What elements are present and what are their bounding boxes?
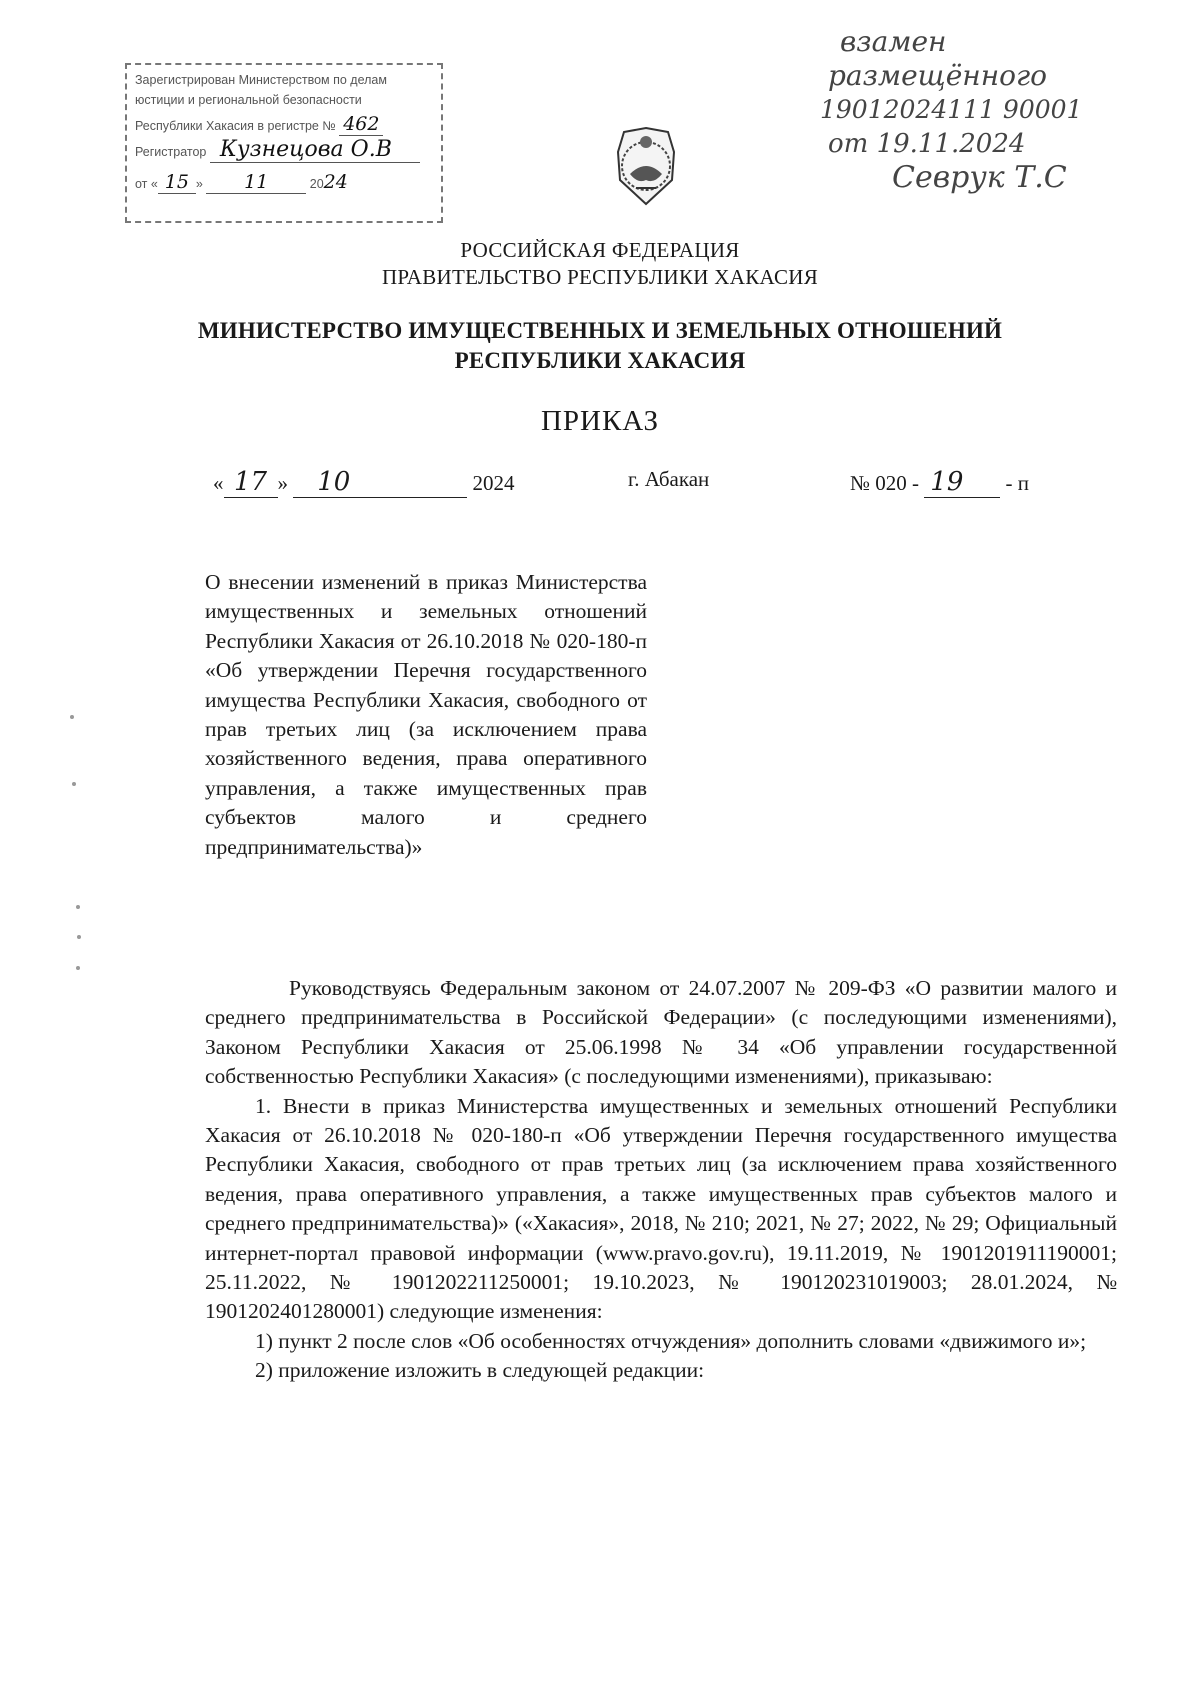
item-1-paragraph: 1. Внести в приказ Министерства имущественных и земельных отношений Республики Хакасия от 26.10.2018 № 020-180-п «Об утверждении Перечня государственного имущества Республики Хакасия, свободного от прав третьих лиц (за исключением права хозяйственного ведения, права оперативного управления, а также имущественных прав субъектов малого и среднего предпринимательства)» («Хакасия», 2018, № 210; 2021, № 27; 2022, № 29; Официальный интернет-портал правовой информации (www.pravo.gov.ru), 19.11.2019, № 1901201911190001; 25.11.2022, № 1901202211250001; 19.10.2023, № 190120231019003; 28.01.2024, № 1901202401280001) следующие изменения: <box>205 1093 1117 1324</box>
ministry-line-2: РЕСПУБЛИКИ ХАКАСИЯ <box>454 348 746 373</box>
note-line-2: размещённого <box>828 59 1048 92</box>
order-day: 17 <box>224 467 278 498</box>
subitem-1-paragraph: 1) пункт 2 после слов «Об особенностях отчуждения» дополнить словами «движимого и»; <box>255 1328 1087 1353</box>
stamp-date-month: 11 <box>206 171 306 194</box>
handwritten-note <box>820 25 1200 195</box>
order-number-prefix: № 020 - <box>850 471 920 495</box>
order-number-suffix: - п <box>1005 471 1030 495</box>
stamp-date-row: от « 15 » 11 2024 <box>135 171 348 193</box>
order-year: 2024 <box>472 471 515 495</box>
scan-speck <box>77 935 81 939</box>
header-country: РОССИЙСКАЯ ФЕДЕРАЦИЯ <box>460 238 740 262</box>
order-date <box>213 467 515 498</box>
coat-of-arms-icon <box>606 122 686 210</box>
scan-speck <box>76 905 80 909</box>
stamp-register-number: 462 <box>339 113 383 136</box>
stamp-line-2: юстиции и региональной безопасности <box>135 93 362 107</box>
stamp-registrar-name: Кузнецова О.В <box>210 137 420 163</box>
stamp-line-1: Зарегистрирован Министерством по делам <box>135 73 387 87</box>
order-number <box>850 467 1029 498</box>
stamp-registrar-label: Регистратор <box>135 145 207 159</box>
note-line-1: взамен <box>840 25 947 58</box>
note-line-3: 19012024111 90001 <box>820 95 1083 124</box>
stamp-date-day: 15 <box>158 171 196 194</box>
stamp-registrar-row <box>135 137 433 165</box>
note-line-4: от 19.11.2024 <box>828 129 1026 159</box>
preamble-paragraph: Руководствуясь Федеральным законом от 24.07.2007 № 209-ФЗ «О развитии малого и среднего предпринимательства в Российской Федерации» (с последующими изменениями), Законом Республики Хакасия от 25.06.1998 № 34 «Об управлении государственной собственностью Республики Хакасия» (с последующими изменениями), приказываю: <box>205 976 1117 1089</box>
registration-stamp <box>125 63 443 223</box>
note-line-5: Севрук Т.С <box>892 160 1067 195</box>
order-city: г. Абакан <box>628 467 710 491</box>
quote-open: « <box>213 471 224 495</box>
scan-speck <box>76 966 80 970</box>
ministry-name <box>0 316 1200 376</box>
stamp-date-year: 24 <box>323 171 348 193</box>
stamp-date-prefix: от « <box>135 177 158 191</box>
order-month: 10 <box>293 467 467 498</box>
quote-close: » <box>277 471 288 495</box>
subitem-2-paragraph: 2) приложение изложить в следующей редакции: <box>255 1358 705 1383</box>
scan-speck <box>70 715 74 719</box>
stamp-line-3 <box>135 113 433 133</box>
stamp-date-year-prefix: 20 <box>309 177 324 191</box>
scan-speck <box>72 782 76 786</box>
order-subject: О внесении изменений в приказ Министерства имущественных и земельных отношений Республики Хакасия от 26.10.2018 № 020-180-п «Об утверждении Перечня государственного имущества Республики Хакасия, свободного от прав третьих лиц (за исключением права хозяйственного ведения, права оперативного управления, а также имущественных прав субъектов малого и среднего предпринимательства)» <box>205 570 647 859</box>
stamp-register-label: Республики Хакасия в регистре № <box>135 119 336 133</box>
header-government: ПРАВИТЕЛЬСТВО РЕСПУБЛИКИ ХАКАСИЯ <box>381 265 819 289</box>
order-body <box>205 974 1117 1386</box>
ministry-line-1: МИНИСТЕРСТВО ИМУЩЕСТВЕННЫХ И ЗЕМЕЛЬНЫХ ОТНОШЕНИЙ <box>197 318 1003 343</box>
order-number-value: 19 <box>924 467 1000 498</box>
document-type: ПРИКАЗ <box>540 405 660 437</box>
